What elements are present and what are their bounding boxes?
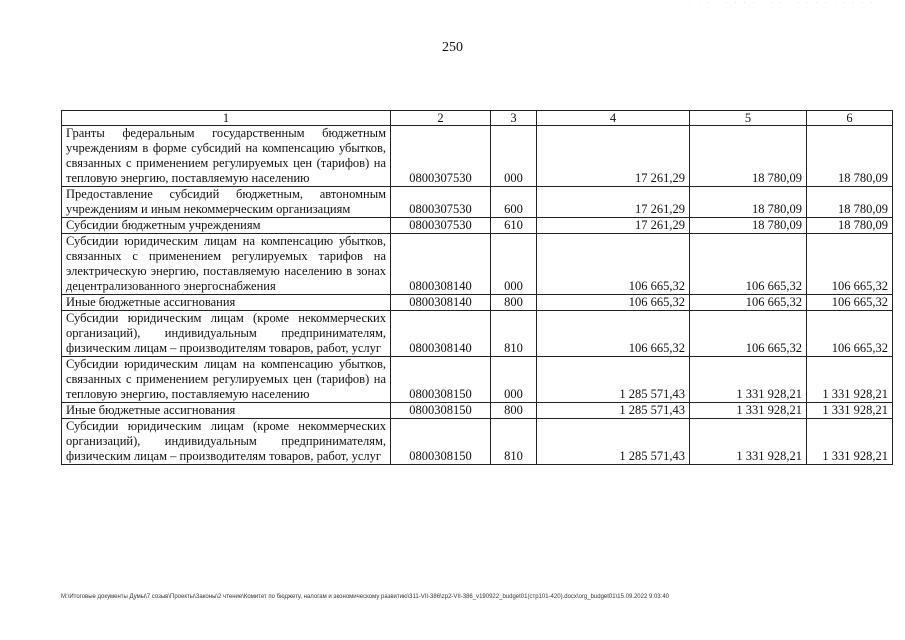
table-row xyxy=(62,126,893,187)
row-value-6: 1 331 928,21 xyxy=(807,403,893,419)
row-name: Субсидии юридическим лицам (кроме некоммерческих организаций), индивидуальным предпринимателям, физическим лицам – производителям товаров, работ, услуг xyxy=(62,419,391,465)
row-value-4: 1 285 571,43 xyxy=(537,403,690,419)
row-name: Субсидии бюджетным учреждениям xyxy=(62,218,391,234)
row-value-6: 1 331 928,21 xyxy=(807,419,893,465)
row-name: Предоставление субсидий бюджетным, автономным учреждениям и иным некоммерческим организациям xyxy=(62,187,391,218)
row-value-5: 106 665,32 xyxy=(690,311,807,357)
row-value-5: 1 331 928,21 xyxy=(690,357,807,403)
row-value-6: 1 331 928,21 xyxy=(807,357,893,403)
row-type: 000 xyxy=(491,357,537,403)
row-type: 600 xyxy=(491,187,537,218)
row-value-5: 1 331 928,21 xyxy=(690,403,807,419)
column-header: 4 xyxy=(537,111,690,126)
scan-artifact: · · · · · · · · · · · · · · · · · · · · · xyxy=(689,0,875,6)
row-value-5: 18 780,09 xyxy=(690,126,807,187)
table-row xyxy=(62,419,893,465)
row-code: 0800308140 xyxy=(391,295,491,311)
row-name: Иные бюджетные ассигнования xyxy=(62,295,391,311)
column-header: 2 xyxy=(391,111,491,126)
row-value-5: 18 780,09 xyxy=(690,218,807,234)
row-value-5: 106 665,32 xyxy=(690,234,807,295)
row-code: 0800308150 xyxy=(391,403,491,419)
row-value-4: 1 285 571,43 xyxy=(537,357,690,403)
page-number: 250 xyxy=(442,40,463,55)
row-value-4: 17 261,29 xyxy=(537,187,690,218)
table-row xyxy=(62,295,893,311)
row-code: 0800308140 xyxy=(391,234,491,295)
row-type: 800 xyxy=(491,403,537,419)
row-value-5: 18 780,09 xyxy=(690,187,807,218)
column-header: 6 xyxy=(807,111,893,126)
row-value-5: 1 331 928,21 xyxy=(690,419,807,465)
row-value-5: 106 665,32 xyxy=(690,295,807,311)
row-code: 0800308150 xyxy=(391,357,491,403)
row-type: 810 xyxy=(491,419,537,465)
table-row xyxy=(62,403,893,419)
row-type: 000 xyxy=(491,126,537,187)
row-name: Субсидии юридическим лицам (кроме некоммерческих организаций), индивидуальным предпринимателям, физическим лицам – производителям товаров, работ, услуг xyxy=(62,311,391,357)
row-value-4: 17 261,29 xyxy=(537,126,690,187)
row-value-4: 106 665,32 xyxy=(537,234,690,295)
row-value-6: 106 665,32 xyxy=(807,311,893,357)
row-value-4: 106 665,32 xyxy=(537,295,690,311)
table-row xyxy=(62,218,893,234)
row-type: 800 xyxy=(491,295,537,311)
row-value-6: 106 665,32 xyxy=(807,234,893,295)
budget-table xyxy=(61,110,893,465)
row-name: Субсидии юридическим лицам на компенсацию убытков, связанных с применением регулируемых цен (тарифов) на тепловую энергию, поставляемую населению xyxy=(62,357,391,403)
row-code: 0800307530 xyxy=(391,218,491,234)
table-row xyxy=(62,187,893,218)
row-code: 0800308150 xyxy=(391,419,491,465)
row-value-4: 106 665,32 xyxy=(537,311,690,357)
row-code: 0800307530 xyxy=(391,126,491,187)
row-type: 000 xyxy=(491,234,537,295)
row-name: Субсидии юридическим лицам на компенсацию убытков, связанных с применением регулируемых тарифов на электрическую энергию, поставляемую населению в зонах децентрализованного энергоснабжения xyxy=(62,234,391,295)
table-header-row xyxy=(62,111,893,126)
row-value-4: 17 261,29 xyxy=(537,218,690,234)
row-value-6: 106 665,32 xyxy=(807,295,893,311)
row-value-6: 18 780,09 xyxy=(807,187,893,218)
row-name: Гранты федеральным государственным бюджетным учреждениям в форме субсидий на компенсацию убытков, связанных с применением регулируемых цен (тарифов) на тепловую энергию, поставляемую населению xyxy=(62,126,391,187)
table-row xyxy=(62,357,893,403)
table-row xyxy=(62,234,893,295)
column-header: 1 xyxy=(62,111,391,126)
table-row xyxy=(62,311,893,357)
column-header: 3 xyxy=(491,111,537,126)
row-type: 810 xyxy=(491,311,537,357)
row-value-6: 18 780,09 xyxy=(807,218,893,234)
column-header: 5 xyxy=(690,111,807,126)
row-code: 0800307530 xyxy=(391,187,491,218)
row-code: 0800308140 xyxy=(391,311,491,357)
footer-file-path: M:\Итоговые документы Думы\7 созыв\Проекты\Законы\2 чтение\Комитет по бюджету, налогам и экономическому развитию\311-VII-386\zp2-VII-386_v190922_budget01(стр101-420).docx\org_budget01\15.09.2022 9:03:40 xyxy=(61,594,669,600)
row-value-4: 1 285 571,43 xyxy=(537,419,690,465)
row-value-6: 18 780,09 xyxy=(807,126,893,187)
row-name: Иные бюджетные ассигнования xyxy=(62,403,391,419)
row-type: 610 xyxy=(491,218,537,234)
